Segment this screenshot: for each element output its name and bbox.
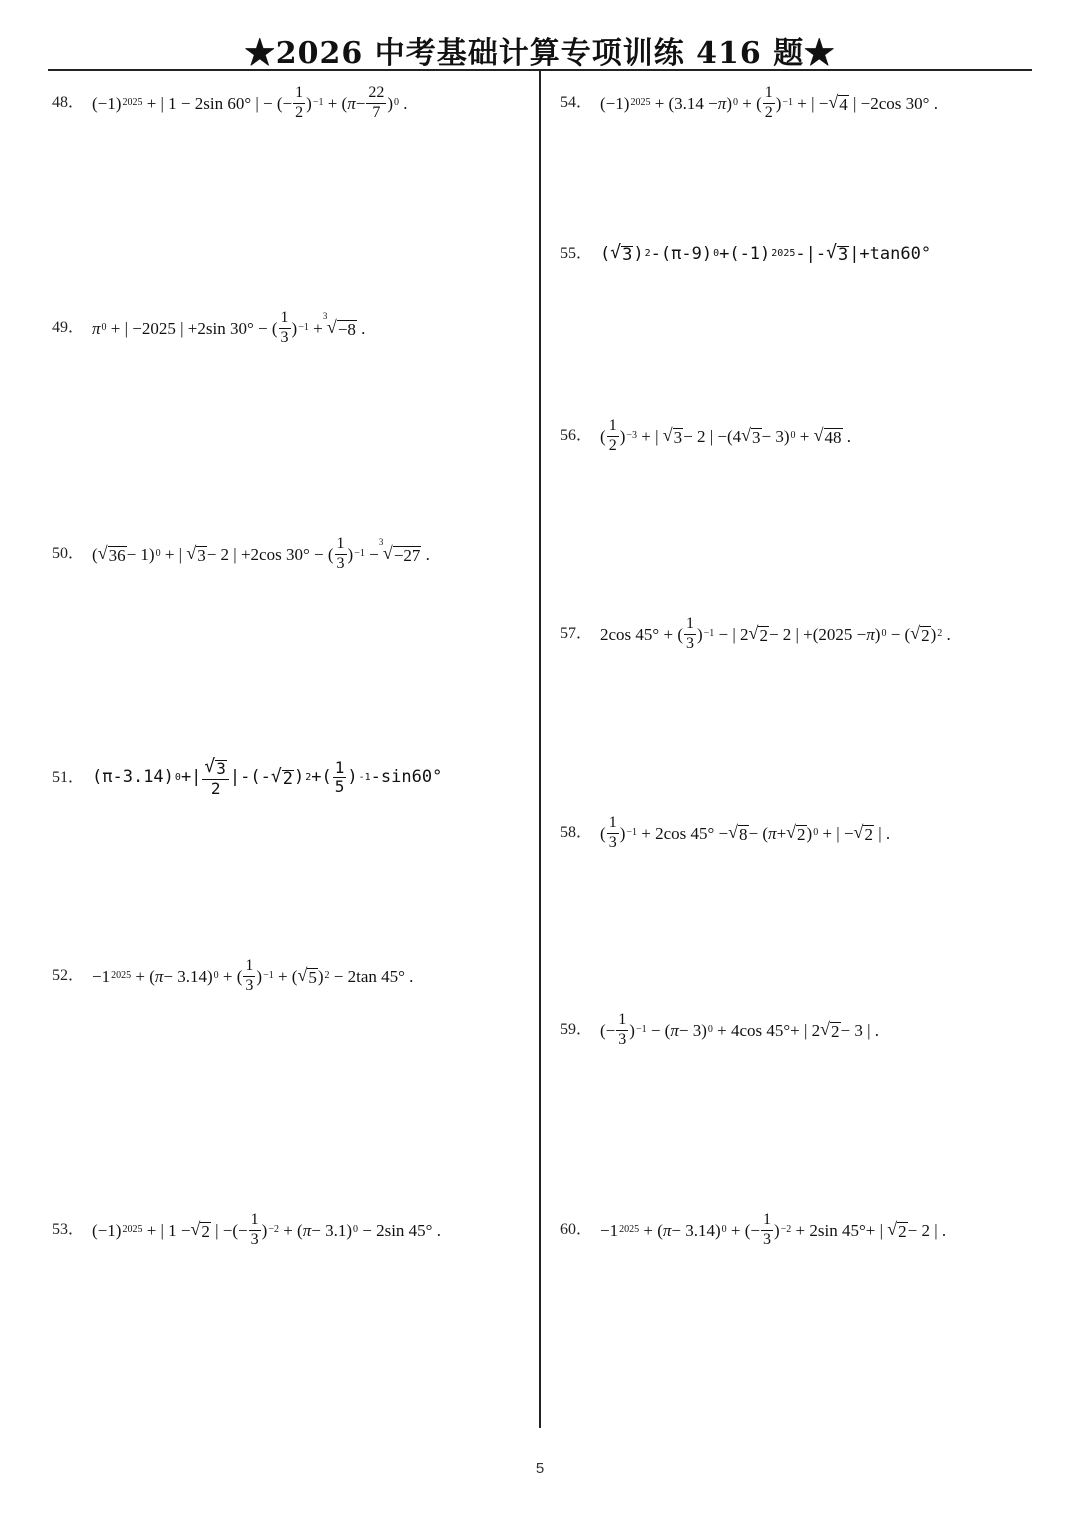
problem-expression: ( $\frac{1}{2}$ ) −3 + | √ 3 − 2 | −(4 √ 3 − 3) 0 + √ 48 . bbox=[600, 417, 852, 454]
problem-expression: ( √ 3 ) 2 -(π-9) 0 +(-1) 2025 -|- √ 3 |+tan60° bbox=[600, 242, 932, 265]
problem-49 bbox=[52, 310, 365, 347]
problem-55 bbox=[560, 244, 931, 264]
problem-54 bbox=[560, 85, 938, 122]
problem-expression: −1 2025 + ( π − 3.14) 0 + (− $\frac{1}{3}$ ) −2 + 2sin 45°+ | √ 2 − 2 | . bbox=[600, 1211, 947, 1248]
page-title: ★2026 中考基础计算专项训练 416 题★ bbox=[244, 36, 836, 71]
problem-expression: (π-3.14) 0 +| √ 3 2 |-(- √ 2 ) 2 +( $\frac{1}{5}$ ) -1 -sin60° bbox=[92, 756, 443, 798]
problem-expression: ( √ 36 − 1) 0 + | √ 3 − 2 | +2cos 30° − ( $\frac{1}{3}$ ) −1 − 3 √ −27 . bbox=[92, 535, 430, 572]
problem-expression: (−1) 2025 + (3.14 − π ) 0 + ( $\frac{1}{2}$ ) −1 + | − √ 4 | −2cos 30° . bbox=[600, 84, 938, 121]
problem-number: 55． bbox=[560, 245, 593, 262]
problem-expression: (−1) 2025 + | 1 − √ 2 | −(− $\frac{1}{3}$ ) −2 + ( π − 3.1) 0 − 2sin 45° . bbox=[92, 1211, 441, 1248]
problem-number: 51． bbox=[52, 768, 85, 786]
problem-58 bbox=[560, 815, 890, 852]
problem-53 bbox=[52, 1212, 441, 1249]
problem-number: 57． bbox=[560, 625, 593, 643]
problem-number: 59． bbox=[560, 1021, 593, 1039]
column-divider bbox=[539, 70, 541, 1428]
problem-number: 48． bbox=[52, 94, 85, 112]
problem-48 bbox=[52, 85, 408, 122]
problem-56 bbox=[560, 418, 851, 455]
problem-number: 49． bbox=[52, 319, 85, 337]
problem-59 bbox=[560, 1012, 879, 1049]
problem-expression: −1 2025 + ( π − 3.14) 0 + ( $\frac{1}{3}$ ) −1 + ( √ 5 ) 2 − 2tan 45° . bbox=[92, 957, 414, 994]
page-number: 5 bbox=[535, 1460, 545, 1477]
problem-expression: π 0 + | −2025 | +2sin 30° − ( $\frac{1}{3}$ ) −1 + 3 √ −8 . bbox=[92, 309, 366, 346]
problem-60 bbox=[560, 1212, 946, 1249]
problem-expression: (− $\frac{1}{3}$ ) −1 − ( π − 3) 0 + 4cos 45°+ | 2 √ 2 − 3 | . bbox=[600, 1011, 880, 1048]
problem-number: 50． bbox=[52, 545, 85, 563]
problem-number: 52． bbox=[52, 967, 85, 985]
problem-number: 58． bbox=[560, 824, 593, 842]
problem-expression: (−1) 2025 + | 1 − 2sin 60° | − (− $\frac{1}{2}$ ) −1 + ( π − $\frac{22}{7}$ ) 0 . bbox=[92, 84, 408, 121]
problem-number: 53． bbox=[52, 1221, 85, 1239]
problem-number: 60． bbox=[560, 1221, 593, 1239]
problem-50 bbox=[52, 536, 430, 573]
problem-52 bbox=[52, 958, 413, 995]
problem-number: 56． bbox=[560, 427, 593, 445]
problem-57 bbox=[560, 616, 951, 653]
problem-expression: ( $\frac{1}{3}$ ) −1 + 2cos 45° − √ 8 − ( π + √ 2 ) 0 + | − √ 2 | . bbox=[600, 814, 891, 851]
problem-number: 54． bbox=[560, 94, 593, 112]
problem-expression: 2cos 45° + ( $\frac{1}{3}$ ) −1 − | 2 √ 2 − 2 | +(2025 − π ) 0 − ( √ 2 ) 2 . bbox=[600, 615, 951, 652]
problem-51 bbox=[52, 758, 442, 798]
